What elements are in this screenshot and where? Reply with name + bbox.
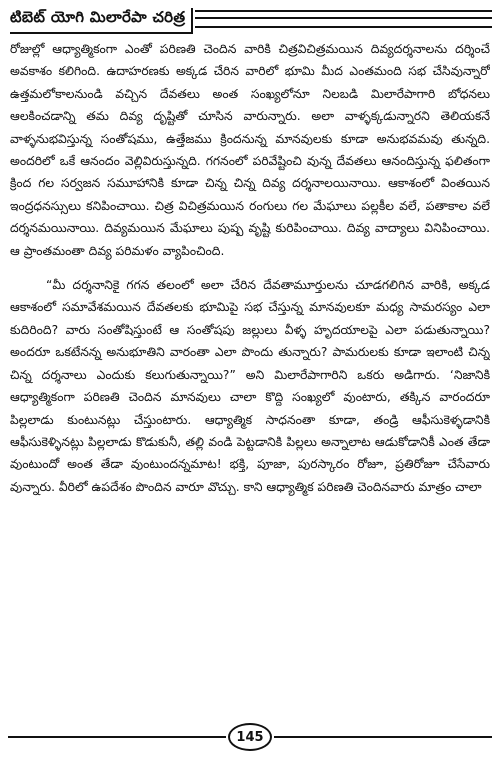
running-header: [8, 4, 492, 34]
footer-rule-left: [8, 736, 226, 738]
page-number: 145: [228, 723, 272, 751]
book-title: టిబెట్ యోగి మిలారేపా చరిత్ర: [8, 6, 191, 32]
paragraph: “మీ దర్శనానికై గగన తలంలో అలా చేరిన దేవతామూర్తులను చూడగలిగిన వారికి, అక్కడ ఆకాశంలో సమావేశమయిన దేవతలకు భూమిపై సభ చేస్తున్న మానవులకూ మధ్య సామరస్యం ఎలా కుదిరింది? వారు సంతోషిస్తుంటే ఆ సంతోషపు జల్లులు వీళ్ళ హృదయాలపై ఎలా పడుతున్నాయి? అందరూ ఒకటేనన్న అనుభూతిని వారంతా ఎలా పొందు తున్నారు? పామరులకు కూడా ఇలాంటి చిన్న చిన్న దర్శనాలు ఎందుకు కలుగుతున్నాయి?” అని మిలారేపాగారిని ఒకరు అడిగారు. ‘నిజానికి ఆధ్యాత్మికంగా పరిణతి చెందిన మానవులు చాలా కొద్ది సంఖ్యలో వుంటారు, తక్కిన వారందరూ పిల్లలాడు కుంటునట్లు చేస్తుంటారు. ఆధ్యాత్మిక సాధనంతా కూడా, తండ్రి ఆఫీసుకెళ్ళడానికి ఆఫీసుకెళ్ళినట్లు పిల్లలాడు కొడుకునీ, తల్లి వండి పెట్టడానికి పిల్లలు అన్నాలాట ఆడుకోడానికీ ఎంత తేడా వుంటుందో అంత తేడా వుంటుందన్నమాట! భక్తి, పూజా, పురస్కారం రోజూ, ప్రతిరోజూ చేసేవారు వున్నారు. వీరిలో ఉపదేశం పొందిన వారూ వొచ్చు. కాని ఆధ్యాత్మిక పరిణతి చెందినవారు మాత్రం చాలా: [10, 278, 490, 494]
header-rule-lines: [195, 10, 492, 28]
page-body: [10, 38, 490, 698]
footer-rule-right: [274, 736, 492, 738]
paragraph: రోజుల్లో ఆధ్యాత్మికంగా ఎంతో పరిణతి చెందిన వారికి చిత్రవిచిత్రమయిన దివ్యదర్శనాలను దర్శించే అవకాశం కలిగింది. ఉదాహరణకు అక్కడ చేరిన వారిలో భూమి మీద ఎంతమంది సభ చేసివున్నారో ఉత్తమలోకాలనుండి వచ్చిన దేవతలు అంత సంఖ్యలోనూ నిలబడి మిలారేపాగారి బోధనలు ఆలకించడాన్ని తమ దివ్య దృష్టితో చూసిన వారున్నారు. అలా వాళ్ళక్కడున్నారని తెలియకనే వాళ్ళనుభవిస్తున్న సంతోషము, ఉత్తేజము క్రిందనున్న మానవులకు కూడా అనుభవమవు తున్నది. అందరిలో ఒకే ఆనందం వెల్లివిరుస్తున్నది. గగనంలో పరివేష్టించి వున్న దేవతలు ఆనందిస్తున్న ఫలితంగా క్రింద గల సర్వజన సమూహానికి కూడా చిన్న చిన్న దివ్య దర్శనాలయినాయి. ఆకాశంలో వింతయిన ఇంద్రధనస్సులు కనిపించాయి. చిత్ర విచిత్రమయిన రంగులు గల మేఘాలు పల్లకీల వలే, పతాకాల వలే దర్శనమయినాయి. దివ్యమయిన మేఘాలు పుష్ప వృష్టి కురిపించాయి. దివ్య వాద్యాలు వినిపించాయి. ఆ ప్రాంతమంతా దివ్య పరిమళం వ్యాపించింది.: [10, 42, 490, 258]
page-footer: [8, 722, 492, 752]
